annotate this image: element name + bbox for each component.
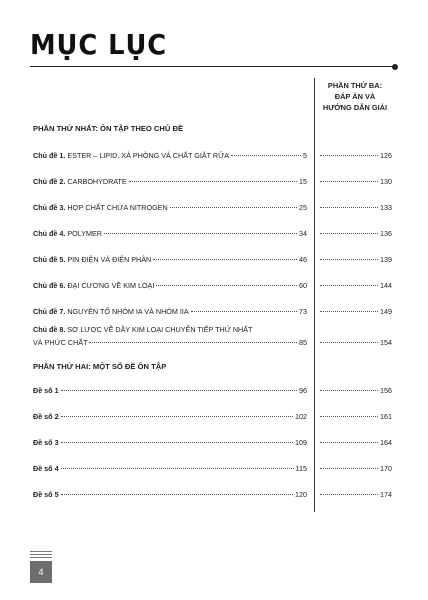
dot-leader (61, 416, 293, 417)
topic-label: Chủ đề 7. (33, 307, 66, 316)
dot-leader (320, 233, 378, 234)
topic-label: Chủ đề 5. (33, 255, 66, 264)
page-number-stripe (30, 551, 52, 552)
answer-page: 149 (380, 307, 392, 316)
exam-page: 109 (295, 438, 307, 447)
topic-page: 34 (299, 229, 307, 238)
toc-entry-exam-4[interactable] (33, 464, 307, 473)
dot-leader (320, 390, 378, 391)
part3-line3: HƯỚNG DẪN GIẢI (322, 103, 388, 112)
topic-page: 46 (299, 255, 307, 264)
dot-leader (320, 285, 378, 286)
exam-page: 96 (299, 386, 307, 395)
answer-page: 154 (380, 338, 392, 347)
exam-label: Đề số 2 (33, 412, 59, 421)
dot-leader (320, 416, 378, 417)
dot-leader (104, 233, 297, 234)
exam-label: Đề số 1 (33, 386, 59, 395)
toc-entry-exam-3[interactable] (33, 438, 307, 447)
topic-label: Chủ đề 6. (33, 281, 66, 290)
exam-page: 120 (295, 490, 307, 499)
answer-entry-topic-4[interactable] (320, 229, 392, 238)
topic-text: CARBOHYDRATE (67, 177, 127, 186)
topic-text: ĐẠI CƯƠNG VỀ KIM LOẠI (67, 281, 155, 290)
dot-leader (320, 311, 378, 312)
dot-leader (320, 207, 378, 208)
dot-leader (129, 181, 297, 182)
answer-entry-exam-3[interactable] (320, 438, 392, 447)
answer-entry-topic-3[interactable] (320, 203, 392, 212)
answer-page: 156 (380, 386, 392, 395)
toc-entry-topic-5[interactable] (33, 255, 307, 264)
topic-text: ESTER – LIPID. XÀ PHÒNG VÀ CHẤT GIẶT RỬA (67, 151, 230, 160)
exam-label: Đề số 5 (33, 490, 59, 499)
toc-entry-topic-4[interactable] (33, 229, 307, 238)
toc-entry-topic-1[interactable] (33, 151, 307, 160)
answer-entry-topic-7[interactable] (320, 307, 392, 316)
part1-heading: PHẦN THỨ NHẤT: ÔN TẬP THEO CHỦ ĐỀ (33, 124, 184, 133)
dot-leader (320, 155, 378, 156)
dot-leader (61, 494, 293, 495)
dot-leader (153, 259, 297, 260)
dot-leader (320, 468, 378, 469)
answer-entry-exam-4[interactable] (320, 464, 392, 473)
exam-label: Đề số 4 (33, 464, 59, 473)
toc-entry-topic-2[interactable] (33, 177, 307, 186)
toc-entry-topic-3[interactable] (33, 203, 307, 212)
dot-leader (61, 442, 293, 443)
answer-entry-topic-2[interactable] (320, 177, 392, 186)
answer-entry-topic-6[interactable] (320, 281, 392, 290)
dot-leader (320, 442, 378, 443)
answer-entry-topic-1[interactable] (320, 151, 392, 160)
exam-page: 115 (295, 464, 307, 473)
topic-page: 15 (299, 177, 307, 186)
part3-line1: PHẦN THỨ BA: (327, 81, 383, 90)
part2-heading: PHẦN THỨ HAI: MỘT SỐ ĐỀ ÔN TẬP (33, 362, 167, 371)
answer-entry-exam-5[interactable] (320, 490, 392, 499)
answer-page: 174 (380, 490, 392, 499)
toc-entry-exam-5[interactable] (33, 490, 307, 499)
part3-heading (316, 80, 394, 113)
topic-text: HỢP CHẤT CHỨA NITROGEN (67, 203, 168, 212)
topic-page: 25 (299, 203, 307, 212)
topic-text: SƠ LƯỢC VỀ DÃY KIM LOẠI CHUYỂN TIẾP THỨ NHẤT (67, 325, 253, 334)
topic-page: 60 (299, 281, 307, 290)
title-rule (30, 66, 396, 67)
answer-entry-exam-1[interactable] (320, 386, 392, 395)
topic-page: 85 (299, 338, 307, 347)
page-number-stripe (30, 554, 52, 555)
topic-label: Chủ đề 8. (33, 325, 66, 334)
exam-page: 102 (295, 412, 307, 421)
answer-page: 164 (380, 438, 392, 447)
answer-page: 144 (380, 281, 392, 290)
answer-page: 161 (380, 412, 392, 421)
topic-page: 73 (299, 307, 307, 316)
page-title: MỤC LỤC (30, 28, 168, 61)
part3-line2: ĐÁP ÁN VÀ (334, 92, 376, 101)
topic-text: PIN ĐIỆN VÀ ĐIỆN PHÂN (67, 255, 152, 264)
page-number-box (30, 561, 52, 583)
answer-entry-topic-5[interactable] (320, 255, 392, 264)
page-number-stripe (30, 557, 52, 558)
topic-text-continued: VÀ PHỨC CHẤT (33, 338, 88, 347)
answer-page: 170 (380, 464, 392, 473)
answer-page: 139 (380, 255, 392, 264)
topic-text: NGUYÊN TỐ NHÓM IA VÀ NHÓM IIA (67, 307, 189, 316)
dot-leader (89, 342, 297, 343)
topic-page: 5 (303, 151, 307, 160)
topic-label: Chủ đề 1. (33, 151, 66, 160)
dot-leader (320, 181, 378, 182)
topic-label: Chủ đề 3. (33, 203, 66, 212)
answer-page: 133 (380, 203, 392, 212)
dot-leader (320, 494, 378, 495)
toc-entry-topic-7[interactable] (33, 307, 307, 316)
dot-leader (170, 207, 297, 208)
answer-page: 130 (380, 177, 392, 186)
dot-leader (61, 468, 294, 469)
answer-page: 136 (380, 229, 392, 238)
dot-leader (191, 311, 297, 312)
answer-column-divider (314, 78, 315, 512)
dot-leader (61, 390, 297, 391)
answer-entry-topic-8[interactable] (320, 338, 392, 347)
answer-page: 126 (380, 151, 392, 160)
toc-entry-exam-2[interactable] (33, 412, 307, 421)
answer-entry-exam-2[interactable] (320, 412, 392, 421)
topic-label: Chủ đề 4. (33, 229, 66, 238)
topic-label: Chủ đề 2. (33, 177, 66, 186)
dot-leader (320, 259, 378, 260)
dot-leader (320, 342, 378, 343)
toc-entry-exam-1[interactable] (33, 386, 307, 395)
topic-text: POLYMER (67, 229, 102, 238)
dot-leader (156, 285, 297, 286)
toc-entry-topic-6[interactable] (33, 281, 307, 290)
exam-label: Đề số 3 (33, 438, 59, 447)
dot-leader (231, 155, 301, 156)
page-number: 4 (38, 567, 44, 577)
toc-entry-topic-8[interactable] (33, 325, 307, 347)
